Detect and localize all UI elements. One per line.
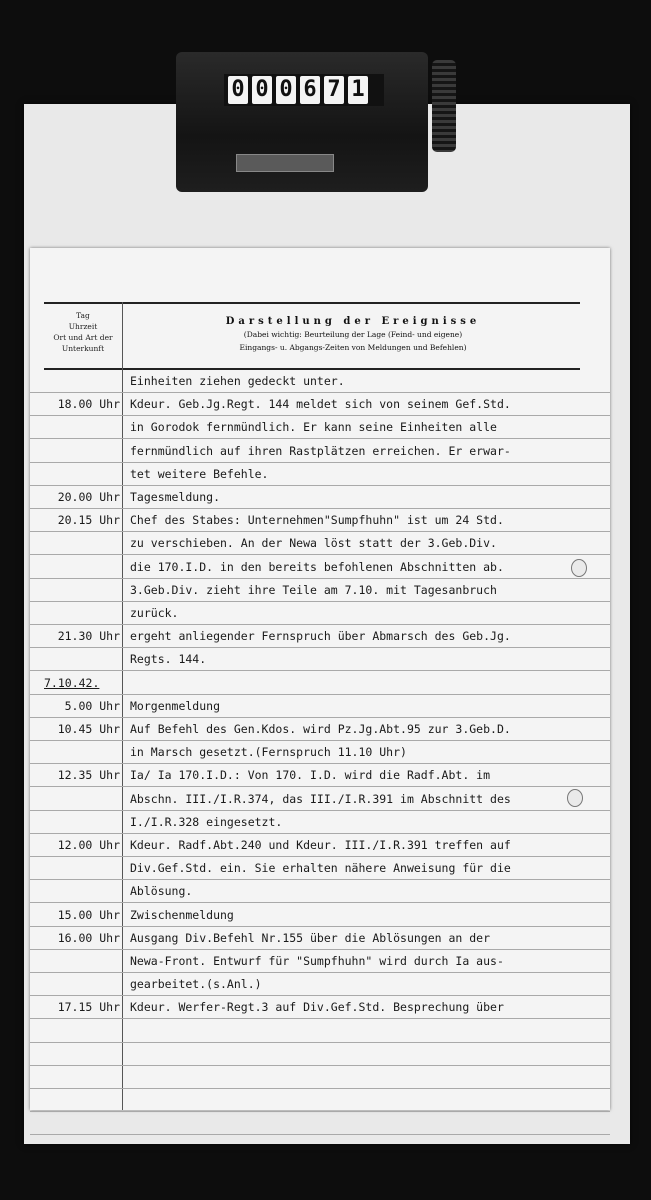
diary-line xyxy=(30,1043,610,1066)
entry-text: Zwischenmeldung xyxy=(130,907,234,922)
diary-line xyxy=(30,579,610,602)
diary-line xyxy=(30,1066,610,1089)
entry-time: 18.00 Uhr xyxy=(57,397,120,412)
counter-digit: 0 xyxy=(276,76,296,104)
counter-digit: 0 xyxy=(228,76,248,104)
diary-line xyxy=(30,625,610,648)
diary-line xyxy=(30,857,610,880)
entry-text: Ia/ Ia 170.I.D.: Von 170. I.D. wird die Radf.Abt. im xyxy=(130,768,491,783)
entry-time: 20.00 Uhr xyxy=(57,490,120,504)
diary-line xyxy=(30,718,610,741)
counter-digit: 7 xyxy=(324,76,344,104)
diary-line xyxy=(30,927,610,950)
entry-text: Regts. 144. xyxy=(130,652,207,667)
entry-text: Kdeur. Werfer-Regt.3 auf Div.Gef.Std. Besprechung über xyxy=(130,1000,504,1015)
entry-time: 20.15 Uhr xyxy=(57,513,120,528)
diary-line xyxy=(30,880,610,903)
entry-date: 7.10.42. xyxy=(44,675,100,690)
punch-hole xyxy=(567,789,583,807)
diary-line xyxy=(30,695,610,718)
diary-line xyxy=(30,1112,610,1135)
entry-text: in Marsch gesetzt.(Fernspruch 11.10 Uhr) xyxy=(130,745,407,760)
entry-text: Kdeur. Radf.Abt.240 und Kdeur. III./I.R.391 treffen auf xyxy=(130,838,511,852)
entry-text: ergeht anliegender Fernspruch über Abmarsch des Geb.Jg. xyxy=(130,629,511,644)
entry-text: tet weitere Befehle. xyxy=(130,466,269,481)
diary-line xyxy=(30,764,610,787)
diary-line xyxy=(30,904,610,927)
diary-line xyxy=(30,741,610,764)
diary-line xyxy=(30,1020,610,1043)
war-diary-page xyxy=(30,248,610,1110)
header-subtitle-2: Eingangs- u. Abgangs-Zeiten von Meldungen und Befehlen) xyxy=(239,343,467,352)
header-location-label: Ort und Art der Unterkunft xyxy=(53,333,113,353)
diary-line xyxy=(30,973,610,996)
entry-time: 15.00 Uhr xyxy=(57,907,120,922)
entry-text: 3.Geb.Div. zieht ihre Teile am 7.10. mit Tagesanbruch xyxy=(130,582,497,597)
punch-hole xyxy=(571,559,587,577)
entry-text: gearbeitet.(s.Anl.) xyxy=(130,977,262,992)
entry-text: Chef des Stabes: Unternehmen"Sumpfhuhn" ist um 24 Std. xyxy=(130,513,504,528)
diary-line xyxy=(30,648,610,671)
counter-knob xyxy=(432,60,456,152)
header-left-column xyxy=(44,310,122,354)
counter-digit: 0 xyxy=(252,76,272,104)
entry-time: 12.00 Uhr xyxy=(57,838,120,852)
entry-text: Auf Befehl des Gen.Kdos. wird Pz.Jg.Abt.95 zur 3.Geb.D. xyxy=(130,722,511,736)
diary-line xyxy=(30,811,610,834)
counter-digit: 6 xyxy=(300,76,320,104)
header-day-label: Tag xyxy=(76,311,90,320)
entry-text: die 170.I.D. in den bereits befohlenen Abschnitten ab. xyxy=(130,559,504,574)
diary-line xyxy=(30,950,610,973)
frame-counter xyxy=(224,74,384,106)
entry-text: Div.Gef.Std. ein. Sie erhalten nähere Anweisung für die xyxy=(130,861,511,876)
entry-time: 21.30 Uhr xyxy=(57,629,120,644)
entry-text: Newa-Front. Entwurf für "Sumpfhuhn" wird durch Ia aus- xyxy=(130,954,504,968)
entry-text: Einheiten ziehen gedeckt unter. xyxy=(130,374,345,388)
entry-text: zurück. xyxy=(130,606,179,620)
header-right-column xyxy=(126,316,580,353)
entry-text: Abschn. III./I.R.374, das III./I.R.391 im Abschnitt des xyxy=(130,791,511,806)
diary-line xyxy=(30,1089,610,1112)
diary-line xyxy=(30,788,610,811)
entry-text: Morgenmeldung xyxy=(130,698,221,713)
header-subtitle-1: (Dabei wichtig: Beurteilung der Lage (Feind- und eigene) xyxy=(243,330,463,339)
diary-line xyxy=(30,556,610,579)
entry-text: Ausgang Div.Befehl Nr.155 über die Ablösungen an der xyxy=(130,930,491,945)
entry-time: 10.45 Uhr xyxy=(57,722,120,736)
entry-text: Tagesmeldung. xyxy=(130,490,221,504)
diary-line xyxy=(30,416,610,439)
diary-line xyxy=(30,370,610,393)
entry-time: 16.00 Uhr xyxy=(57,930,120,945)
diary-line xyxy=(30,672,610,695)
diary-line xyxy=(30,393,610,416)
counter-digit: 1 xyxy=(348,76,368,104)
entry-time: 5.00 Uhr xyxy=(64,698,120,713)
diary-line xyxy=(30,834,610,857)
diary-line xyxy=(30,463,610,486)
diary-line xyxy=(30,509,610,532)
diary-line xyxy=(30,440,610,463)
diary-line xyxy=(30,602,610,625)
header-top-rule xyxy=(44,302,580,304)
diary-line xyxy=(30,996,610,1019)
diary-line xyxy=(30,532,610,555)
header-title: Darstellung der Ereignisse xyxy=(225,316,481,327)
entry-text: Ablösung. xyxy=(130,884,193,899)
entry-time: 12.35 Uhr xyxy=(57,768,120,783)
entry-text: zu verschieben. An der Newa löst statt der 3.Geb.Div. xyxy=(130,536,497,551)
entry-text: I./I.R.328 eingesetzt. xyxy=(130,814,283,829)
entry-text: in Gorodok fernmündlich. Er kann seine Einheiten alle xyxy=(130,420,497,435)
diary-line xyxy=(30,486,610,509)
entry-text: fernmündlich auf ihren Rastplätzen erreichen. Er erwar- xyxy=(130,443,511,458)
header-time-label: Uhrzeit xyxy=(68,322,98,331)
entry-text: Kdeur. Geb.Jg.Regt. 144 meldet sich von seinem Gef.Std. xyxy=(130,397,511,412)
counter-plate xyxy=(236,154,334,172)
entry-time: 17.15 Uhr xyxy=(57,1000,120,1015)
